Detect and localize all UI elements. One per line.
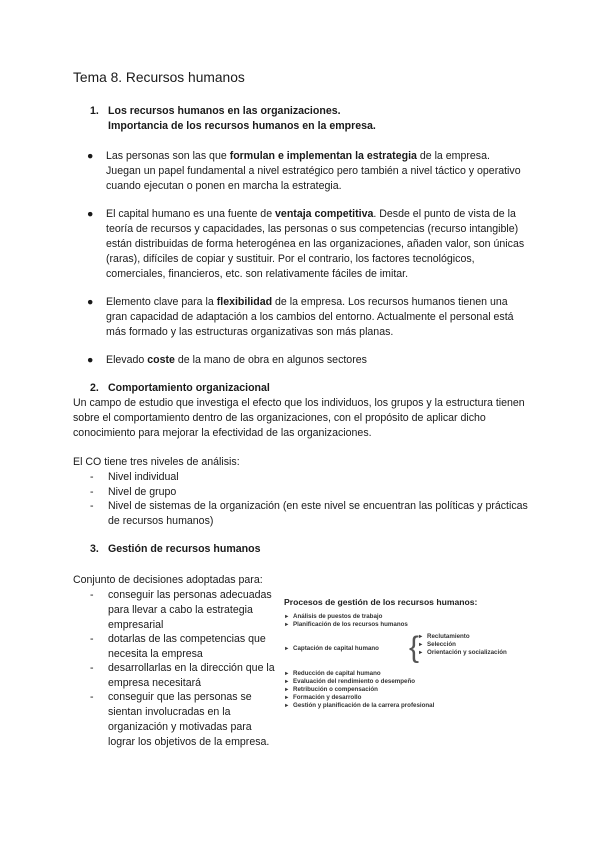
section2-number: 2. [90,382,99,394]
figure-subitem [418,649,507,657]
dash-marker: - [90,662,94,674]
bullet-text: Elevado [106,354,148,366]
list-item [90,470,528,485]
figure-bottom-items [284,670,534,710]
bullet-item [87,149,526,194]
figure-item [284,694,534,702]
bullet-item [87,295,526,340]
figure-title: Procesos de gestión de los recursos humanos: [284,597,478,607]
bullet-dot: ● [87,208,94,220]
brace-icon: { [409,631,420,664]
section2-heading [90,381,270,396]
list-item [90,588,278,633]
figure-item [284,678,534,686]
section1-heading-line2: Importancia de los recursos humanos en la empresa. [108,120,376,132]
dash-marker: - [90,486,94,498]
figure-item-text: Análisis de puestos de trabajo [293,613,383,620]
bullet-text: de la mano de obra en algunos sectores [174,354,367,366]
figure-item-text: Orientación y socialización [427,649,507,656]
triangle-bullet-icon: ► [418,650,424,656]
section1-heading [90,104,528,134]
triangle-bullet-icon: ► [284,614,290,620]
bullet-text: de la empresa. Juegan un papel fundamental a nivel estratégico pero también a nivel táctico y operativo cuando ejecutan o ponen en marcha la estrategia. [106,150,521,192]
list-item-text: Nivel de grupo [108,486,177,498]
dash-marker: - [90,633,94,645]
bullet-bold-text: formulan e implementan la estrategia [229,150,417,162]
triangle-bullet-icon: ► [284,703,290,709]
figure-item-text: Planificación de los recursos humanos [293,621,408,628]
figure-item-text: Gestión y planificación de la carrera profesional [293,702,435,709]
triangle-bullet-icon: ► [284,622,290,628]
bullet-bold-text: coste [147,354,175,366]
bullet-text: Elemento clave para la [106,296,217,308]
section3-heading-text: Gestión de recursos humanos [108,543,261,555]
triangle-bullet-icon: ► [284,671,290,677]
bullet-bold-text: ventaja competitiva [275,208,374,220]
bullet-item [87,353,526,368]
section3-number: 3. [90,543,99,555]
figure-item [284,645,379,653]
bullet-dot: ● [87,354,94,366]
page-title: Tema 8. Recursos humanos [73,70,245,85]
bullet-text: Las personas son las que [106,150,230,162]
list-item-text: Nivel de sistemas de la organización (en este nivel se encuentran las políticas y prácticas de recursos humanos) [108,500,528,527]
figure-item-text: Evaluación del rendimiento o desempeño [293,678,416,685]
bullet-dot: ● [87,150,94,162]
list-item [90,661,278,691]
bullet-text: . Desde el punto de vista de la teoría de recursos y capacidades, las personas o sus competencias (recurso intangible) están distribuidas de forma heterogénea en las organizaciones, añaden valor, son únicas (raras), difíciles de copiar y sustituir. Por el contrario, los factores tecnológicos, comerciales, financieros, etc. son relativamente fáciles de imitar. [106,208,525,280]
list-item [90,499,528,529]
figure-item [284,613,534,621]
list-item-text: Nivel individual [108,471,179,483]
list-item [90,632,278,662]
list-item-text: conseguir las personas adecuadas para llevar a cabo la estrategia empresarial [108,589,272,631]
triangle-bullet-icon: ► [284,687,290,693]
figure-item-text: Reducción de capital humano [293,670,381,677]
triangle-bullet-icon: ► [284,646,290,652]
figure-item [284,670,534,678]
bullet-text: de la empresa. Los recursos humanos tienen una gran capacidad de adaptación a los cambios del entorno. Actualmente el personal está más formado y las estructuras organizativas son más planas. [106,296,514,338]
figure-item-text: Captación de capital humano [293,645,379,652]
dash-marker: - [90,471,94,483]
bullet-text: El capital humano es una fuente de [106,208,276,220]
dash-marker: - [90,500,94,512]
section2-heading-text: Comportamiento organizacional [108,382,270,394]
bullet-dot: ● [87,296,94,308]
section3-heading [90,542,261,557]
figure-subitem [418,633,507,641]
figure-subitem [418,641,507,649]
triangle-bullet-icon: ► [418,642,424,648]
triangle-bullet-icon: ► [284,679,290,685]
section2-paragraph: Un campo de estudio que investiga el efecto que los individuos, los grupos y la estructura tienen sobre el comportamiento dentro de las organizaciones, con el propósito de aplicar dicho conocimiento para mejorar la efectividad de las organizaciones. [73,397,525,439]
triangle-bullet-icon: ► [284,695,290,701]
figure-item [284,686,534,694]
section1-heading-line1: Los recursos humanos en las organizaciones. [108,105,341,117]
hr-process-figure [284,597,534,710]
levels-intro: El CO tiene tres niveles de análisis: [73,456,240,468]
section3-intro: Conjunto de decisiones adoptadas para: [73,574,263,586]
triangle-bullet-icon: ► [418,634,424,640]
section1-number: 1. [90,105,99,117]
bullet-bold-text: flexibilidad [216,296,273,308]
list-item [90,485,528,500]
dash-marker: - [90,589,94,601]
figure-item-text: Retribución o compensación [293,686,378,693]
bullet-item [87,207,526,282]
dash-marker: - [90,691,94,703]
figure-item [284,702,534,710]
list-item [90,690,280,750]
figure-item [284,621,534,629]
list-item-text: dotarlas de las competencias que necesita la empresa [108,633,266,660]
figure-item-text: Selección [427,641,456,648]
list-item-text: desarrollarlas en la dirección que la empresa necesitará [108,662,275,689]
figure-item-text: Formación y desarrollo [293,694,362,701]
captacion-subitems [418,633,507,657]
figure-item-text: Reclutamiento [427,633,470,640]
captacion-group [284,632,534,666]
list-item-text: conseguir que las personas se sientan involucradas en la organización y motivadas para lograr los objetivos de la empresa. [108,691,270,748]
